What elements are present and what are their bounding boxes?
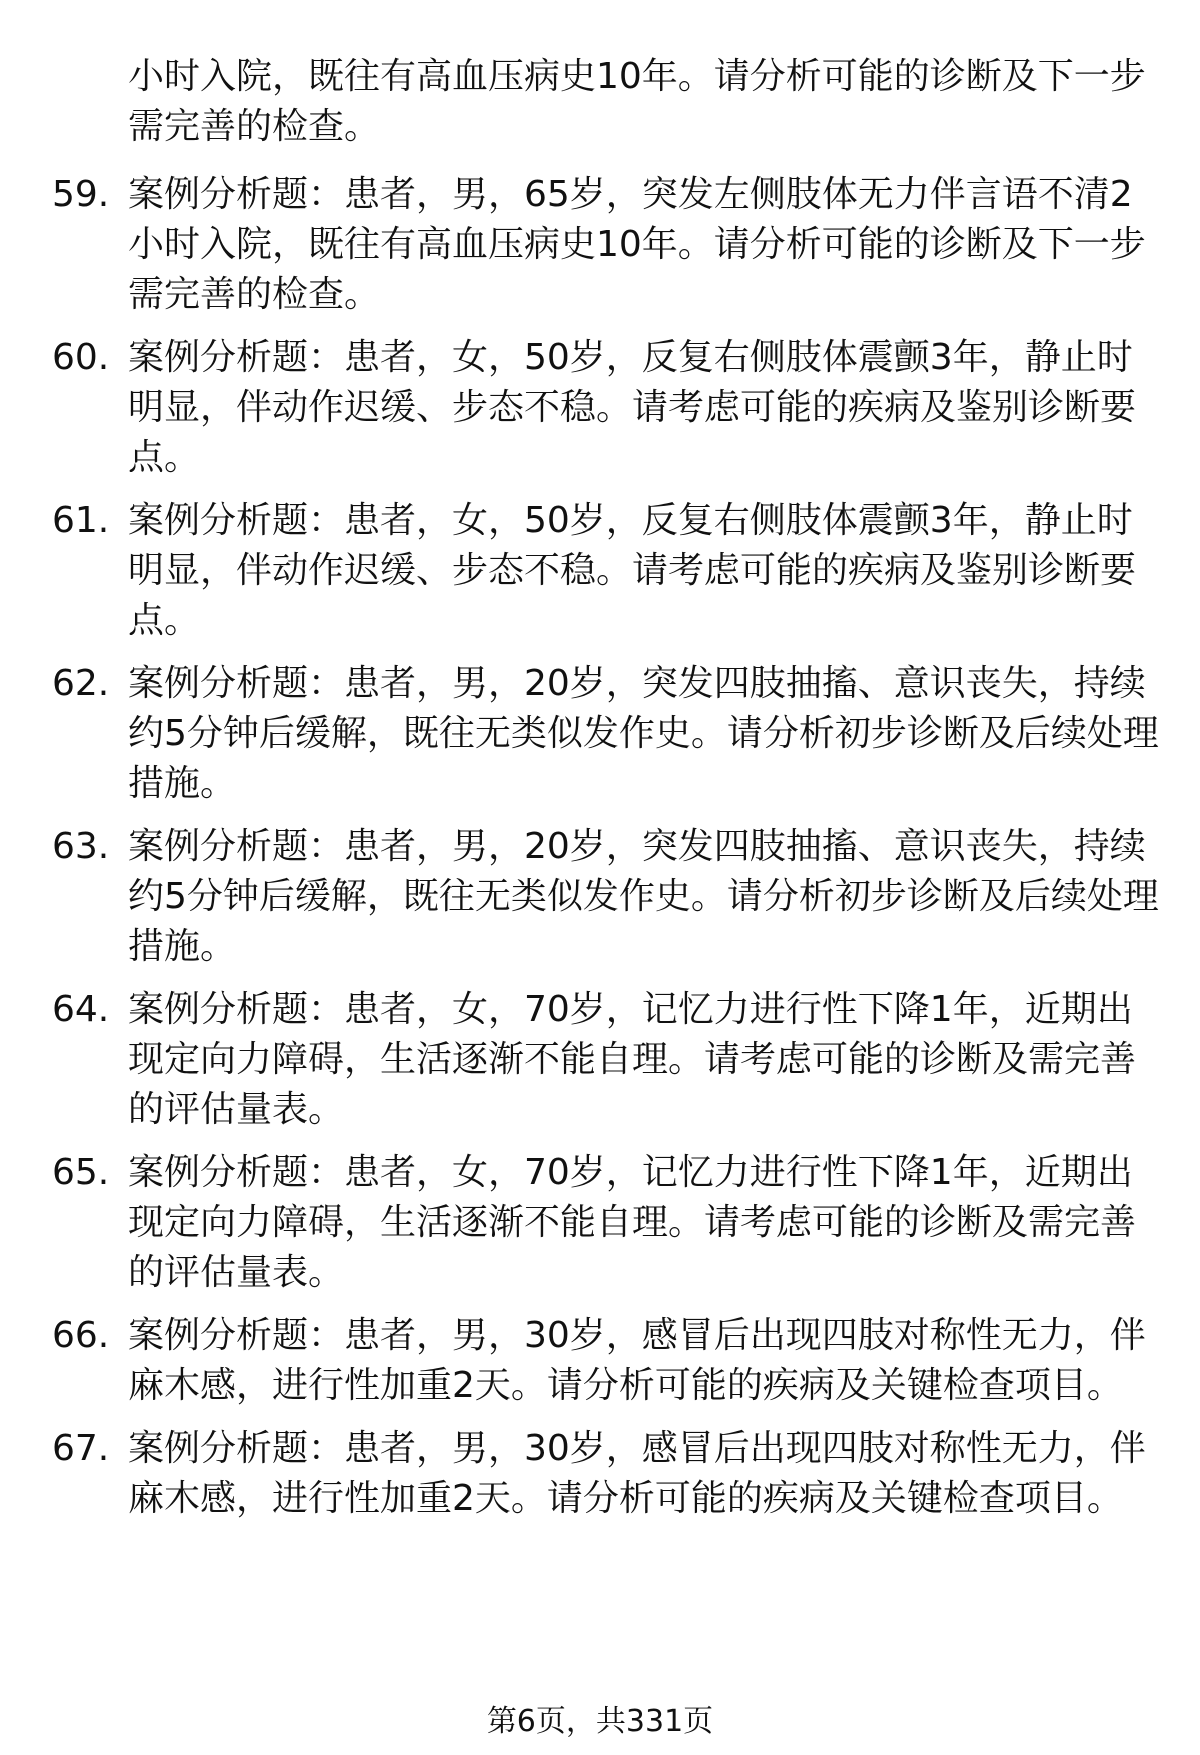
- question-number: 61.: [52, 500, 110, 541]
- question-text: [128, 52, 1146, 152]
- text-line: 措施。: [128, 763, 237, 804]
- text-line: 现定向力障碍，生活逐渐不能自理。请考虑可能的诊断及需完善: [128, 1039, 1137, 1080]
- question-number: 60.: [52, 337, 110, 378]
- question-text: [128, 1148, 1138, 1298]
- page-footer: 第6页，共331页: [486, 1704, 714, 1739]
- text-line: 案例分析题：患者，女，50岁，反复右侧肢体震颤3年，静止时: [128, 337, 1133, 378]
- text-line: 需完善的检查。: [128, 106, 381, 147]
- question-number: 67.: [52, 1428, 110, 1469]
- question-number: 65.: [52, 1152, 110, 1193]
- text-line: 麻木感，进行性加重2天。请分析可能的疾病及关键检查项目。: [128, 1478, 1123, 1519]
- text-line: 点。: [128, 600, 201, 641]
- text-line: 措施。: [128, 926, 237, 967]
- text-line: 案例分析题：患者，男，20岁，突发四肢抽搐、意识丧失，持续: [128, 826, 1146, 867]
- text-line: 案例分析题：患者，女，70岁，记忆力进行性下降1年，近期出: [128, 989, 1133, 1030]
- text-line: 约5分钟后缓解，既往无类似发作史。请分析初步诊断及后续处理: [128, 876, 1159, 917]
- question-text: [128, 1311, 1146, 1411]
- text-line: 案例分析题：患者，男，30岁，感冒后出现四肢对称性无力，伴: [128, 1428, 1146, 1469]
- question-number: 63.: [52, 826, 110, 867]
- text-line: 案例分析题：患者，男，30岁，感冒后出现四肢对称性无力，伴: [128, 1315, 1146, 1356]
- text-line: 现定向力障碍，生活逐渐不能自理。请考虑可能的诊断及需完善: [128, 1202, 1137, 1243]
- text-line: 小时入院，既往有高血压病史10年。请分析可能的诊断及下一步: [128, 224, 1146, 265]
- text-line: 案例分析题：患者，男，65岁，突发左侧肢体无力伴言语不清2: [128, 174, 1133, 215]
- question-text: [128, 496, 1138, 646]
- text-line: 的评估量表。: [128, 1252, 345, 1293]
- text-line: 案例分析题：患者，女，50岁，反复右侧肢体震颤3年，静止时: [128, 500, 1133, 541]
- text-line: 点。: [128, 437, 201, 478]
- text-line: 案例分析题：患者，女，70岁，记忆力进行性下降1年，近期出: [128, 1152, 1133, 1193]
- text-line: 麻木感，进行性加重2天。请分析可能的疾病及关键检查项目。: [128, 1365, 1123, 1406]
- text-line: 的评估量表。: [128, 1089, 345, 1130]
- text-line: 约5分钟后缓解，既往无类似发作史。请分析初步诊断及后续处理: [128, 713, 1159, 754]
- question-text: [128, 1424, 1146, 1524]
- question-number: 64.: [52, 989, 110, 1030]
- question-number: 62.: [52, 663, 110, 704]
- question-text: [128, 822, 1159, 972]
- text-line: 小时入院，既往有高血压病史10年。请分析可能的诊断及下一步: [128, 56, 1146, 97]
- question-text: [128, 985, 1138, 1135]
- text-line: 明显，伴动作迟缓、步态不稳。请考虑可能的疾病及鉴别诊断要: [128, 550, 1137, 591]
- text-line: 案例分析题：患者，男，20岁，突发四肢抽搐、意识丧失，持续: [128, 663, 1146, 704]
- question-text: [128, 659, 1159, 809]
- text-line: 需完善的检查。: [128, 274, 381, 315]
- question-number: 59.: [52, 174, 110, 215]
- text-line: 明显，伴动作迟缓、步态不稳。请考虑可能的疾病及鉴别诊断要: [128, 387, 1137, 428]
- question-text: [128, 333, 1138, 483]
- question-number: 66.: [52, 1315, 110, 1356]
- question-text: [128, 170, 1146, 320]
